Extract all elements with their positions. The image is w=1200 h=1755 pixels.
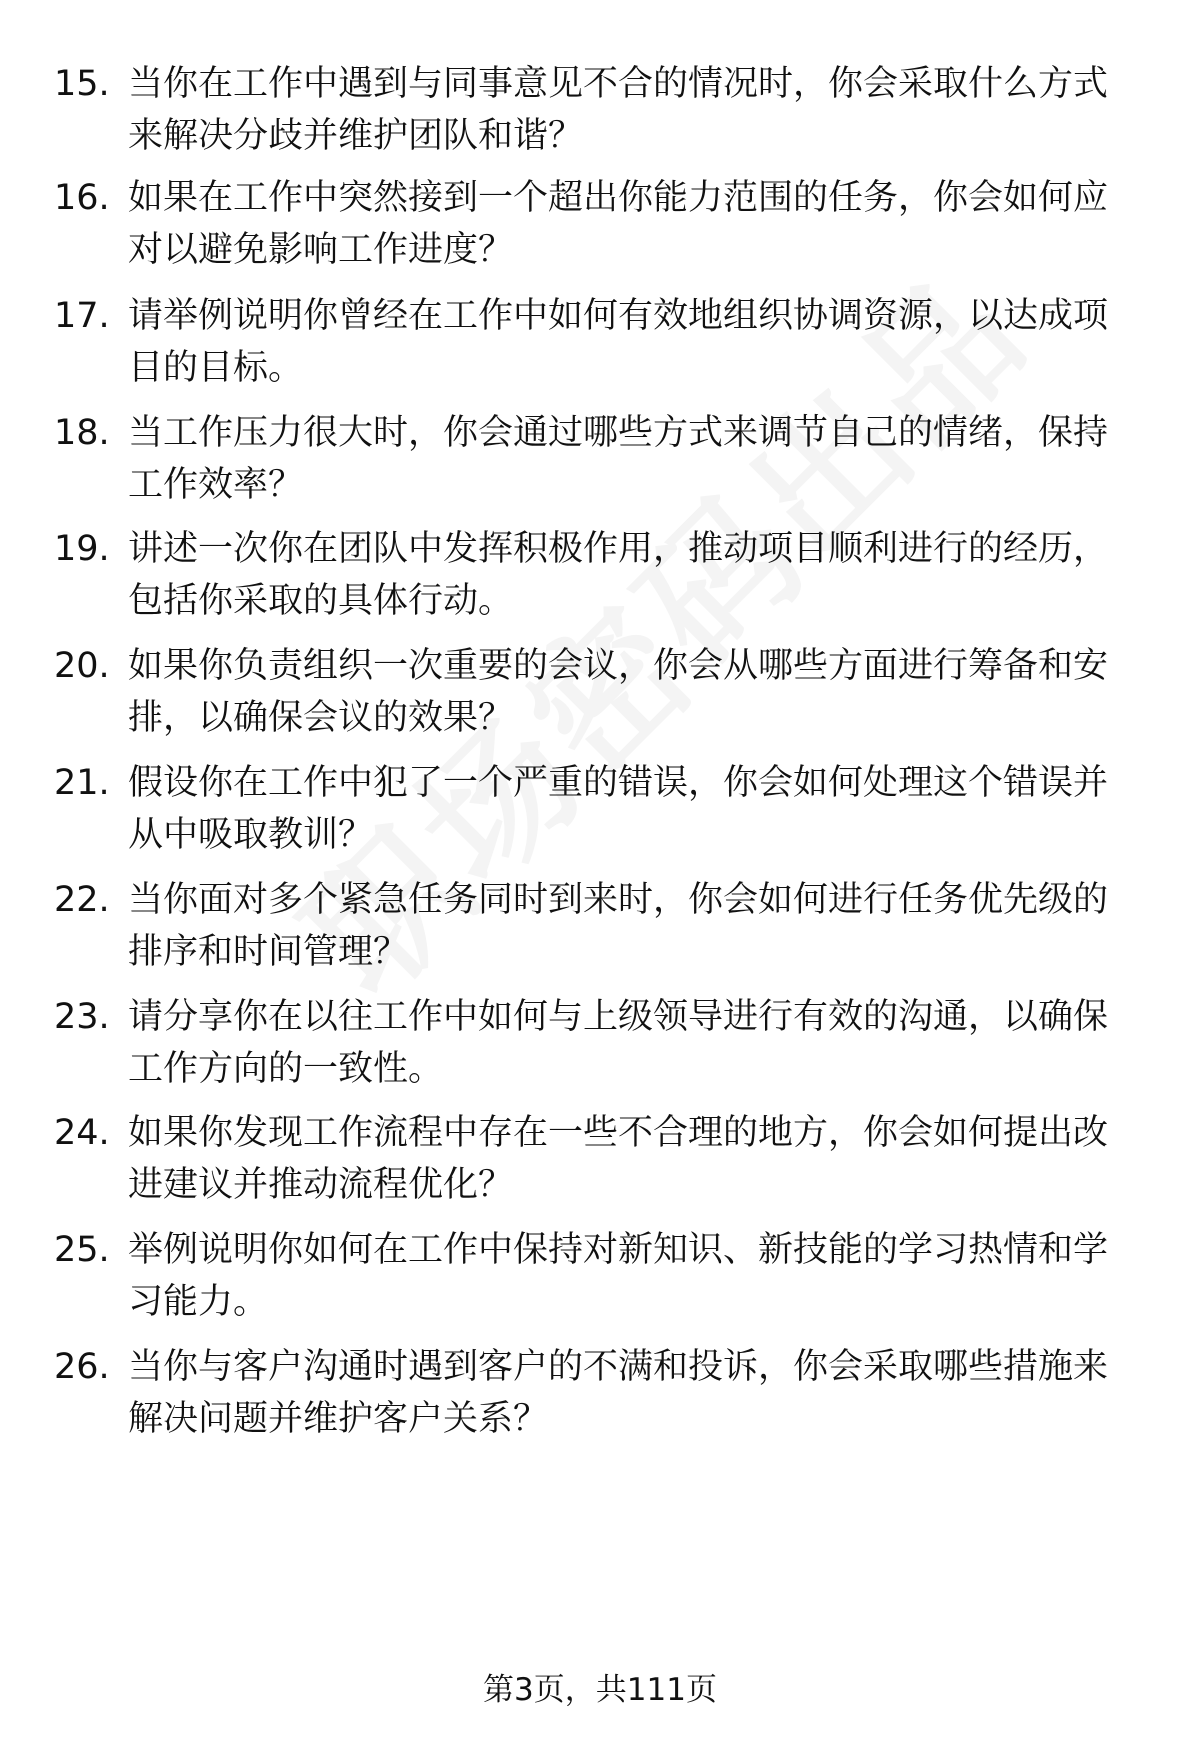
- question-item: [0, 1107, 1200, 1217]
- question-number: 15.: [54, 64, 110, 104]
- question-item: [0, 290, 1200, 400]
- question-text: 请举例说明你曾经在工作中如何有效地组织协调资源，以达成项目的目标。: [128, 296, 1109, 388]
- question-text: 当你在工作中遇到与同事意见不合的情况时，你会采取什么方式来解决分歧并维护团队和谐？: [128, 64, 1109, 156]
- question-item: [0, 58, 1200, 168]
- question-number: 20.: [54, 646, 110, 686]
- question-item: [0, 991, 1200, 1101]
- question-text: 当工作压力很大时，你会通过哪些方式来调节自己的情绪，保持工作效率？: [128, 413, 1109, 505]
- question-number: 22.: [54, 880, 110, 920]
- question-item: [0, 172, 1200, 282]
- question-text: 讲述一次你在团队中发挥积极作用，推动项目顺利进行的经历，包括你采取的具体行动。: [128, 529, 1109, 621]
- question-number: 23.: [54, 997, 110, 1037]
- question-text: 如果在工作中突然接到一个超出你能力范围的任务，你会如何应对以避免影响工作进度？: [128, 178, 1109, 270]
- question-number: 26.: [54, 1347, 110, 1387]
- question-item: [0, 523, 1200, 633]
- question-number: 18.: [54, 413, 110, 453]
- question-number: 19.: [54, 529, 110, 569]
- question-text: 当你与客户沟通时遇到客户的不满和投诉，你会采取哪些措施来解决问题并维护客户关系？: [128, 1347, 1109, 1439]
- question-text: 举例说明你如何在工作中保持对新知识、新技能的学习热情和学习能力。: [128, 1230, 1109, 1322]
- question-text: 当你面对多个紧急任务同时到来时，你会如何进行任务优先级的排序和时间管理？: [128, 880, 1109, 972]
- question-text: 如果你发现工作流程中存在一些不合理的地方，你会如何提出改进建议并推动流程优化？: [128, 1113, 1109, 1205]
- question-number: 16.: [54, 178, 110, 218]
- question-number: 24.: [54, 1113, 110, 1153]
- page-indicator: 第3页，共111页: [483, 1672, 717, 1708]
- question-item: [0, 1341, 1200, 1451]
- question-item: [0, 1224, 1200, 1334]
- question-text: 请分享你在以往工作中如何与上级领导进行有效的沟通，以确保工作方向的一致性。: [128, 997, 1109, 1089]
- question-number: 21.: [54, 763, 110, 803]
- question-item: [0, 757, 1200, 867]
- question-number: 25.: [54, 1230, 110, 1270]
- question-item: [0, 874, 1200, 984]
- question-item: [0, 640, 1200, 750]
- question-text: 如果你负责组织一次重要的会议，你会从哪些方面进行筹备和安排，以确保会议的效果？: [128, 646, 1109, 738]
- question-item: [0, 407, 1200, 517]
- question-text: 假设你在工作中犯了一个严重的错误，你会如何处理这个错误并从中吸取教训？: [128, 763, 1109, 855]
- question-number: 17.: [54, 296, 110, 336]
